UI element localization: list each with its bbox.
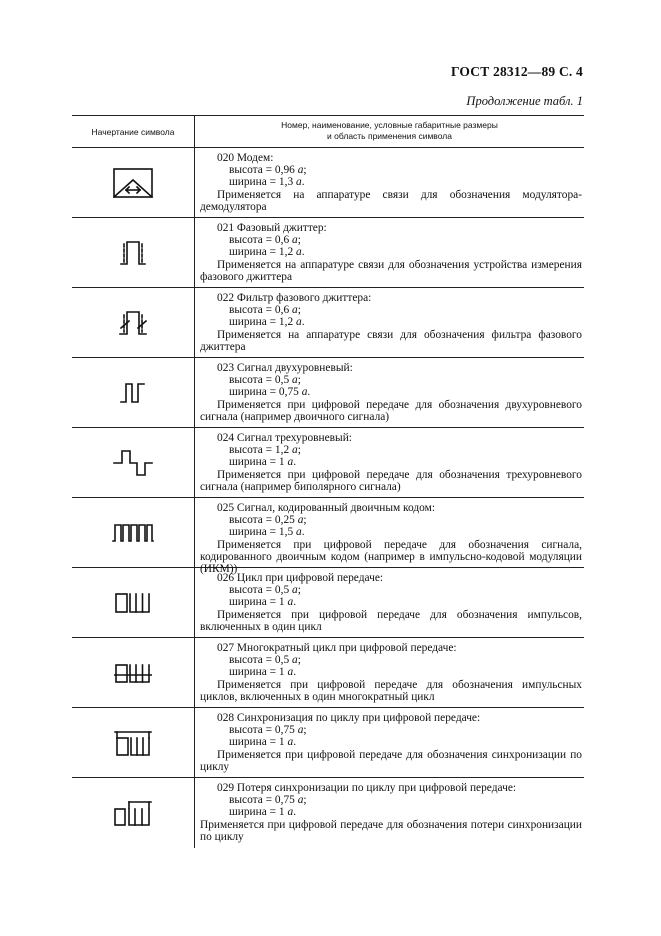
table-row [72,708,584,778]
three-level-signal-icon [112,449,154,477]
symbol-cell [72,358,195,427]
digital-frame-icon [115,592,151,614]
symbol-title: 024 Сигнал трехуровневый: [217,432,352,444]
symbol-usage: Применяется при цифровой передаче для обозначения двухуровневого сигнала (например двоичного сигнала) [200,398,582,423]
table-row [72,288,584,358]
column-header-description-line2: и область применения символа [327,131,452,141]
symbol-height: высота = 0,5 а; [229,654,301,667]
symbol-usage: Применяется на аппаратуре связи для обозначения фильтра фазового джиттера [200,328,582,353]
table-row [72,218,584,288]
symbol-width: ширина = 1,3 а. [229,176,305,189]
phase-jitter-filter-icon [118,309,148,337]
page-header: ГОСТ 28312—89 С. 4 [450,64,583,79]
symbol-width: ширина = 1,2 а. [229,316,305,329]
symbol-height: высота = 0,96 а; [229,164,307,177]
description-cell [195,778,584,848]
symbol-usage: Применяется при цифровой передаче для обозначения синхронизации по циклу [200,748,582,773]
symbol-width: ширина = 1,2 а. [229,246,305,259]
symbol-height: высота = 0,25 а; [229,514,307,527]
description-cell [195,218,584,287]
binary-coded-signal-icon [112,523,154,543]
symbol-title: 026 Цикл при цифровой передаче: [217,572,384,584]
table-row [72,148,584,218]
symbol-cell [72,218,195,287]
description-cell [195,428,584,497]
symbol-width: ширина = 1,5 а. [229,526,305,539]
description-cell [195,498,584,576]
symbol-height: высота = 0,6 а; [229,304,301,317]
symbol-title: 022 Фильтр фазового джиттера: [217,292,372,304]
column-header-description-line1: Номер, наименование, условные габаритные размеры [281,120,498,130]
symbol-usage: Применяется на аппаратуре связи для обозначения модулятора-демодулятора [200,188,582,213]
symbol-usage: Применяется при цифровой передаче для обозначения трехуровневого сигнала (например биполярного сигнала) [200,468,582,493]
symbol-title: 023 Сигнал двухуровневый: [217,362,353,374]
two-level-signal-icon [120,382,146,404]
symbol-title: 027 Многократный цикл при цифровой передаче: [217,642,457,654]
table-row [72,358,584,428]
symbol-usage: Применяется при цифровой передаче для обозначения импульсных циклов, включенных в один многократный цикл [200,678,582,703]
symbol-cell [72,288,195,357]
description-cell [195,708,584,777]
symbol-height: высота = 0,75 а; [229,724,307,737]
table-row [72,428,584,498]
table-header [72,115,584,148]
table-row [72,638,584,708]
frame-sync-loss-icon [114,799,152,827]
phase-jitter-icon [119,240,147,266]
column-header-symbol: Начертание символа [72,116,195,147]
symbol-width: ширина = 1 а. [229,666,297,679]
symbols-table [72,115,584,848]
table-row [72,498,584,576]
table-continuation: Продолжение табл. 1 [466,94,583,108]
frame-sync-icon [114,729,152,757]
column-header-description [195,116,584,147]
description-cell [195,568,584,637]
symbol-width: ширина = 1 а. [229,736,297,749]
symbol-cell [72,638,195,707]
symbol-cell [72,778,195,848]
symbol-width: ширина = 1 а. [229,596,297,609]
description-cell [195,288,584,357]
symbol-usage: Применяется при цифровой передаче для обозначения импульсов, включенных в один цикл [200,608,582,633]
multiframe-icon [114,661,152,685]
symbol-cell [72,498,195,567]
modem-icon [113,168,153,198]
description-cell [195,638,584,707]
symbol-usage: Применяется при цифровой передаче для обозначения сигнала, кодированного двоичным кодом (например в импульсно-кодовой модуляции (ИКМ)) [200,538,582,576]
description-cell [195,358,584,427]
symbol-usage: Применяется на аппаратуре связи для обозначения устройства измерения фазового джиттера [200,258,582,283]
symbol-height: высота = 0,5 а; [229,584,301,597]
symbol-cell [72,568,195,637]
symbol-cell [72,428,195,497]
table-row [72,778,584,848]
symbol-usage: Применяется при цифровой передаче для обозначения потери синхронизации по циклу [200,818,582,843]
symbol-height: высота = 1,2 а; [229,444,301,457]
description-cell [195,148,584,217]
symbol-title: 025 Сигнал, кодированный двоичным кодом: [217,502,435,514]
symbol-title: 029 Потеря синхронизации по циклу при цифровой передаче: [217,782,517,794]
symbol-title: 021 Фазовый джиттер: [217,222,327,234]
symbol-title: 028 Синхронизация по циклу при цифровой передаче: [217,712,481,724]
symbol-title: 020 Модем: [217,152,274,164]
symbol-height: высота = 0,6 а; [229,234,301,247]
symbol-width: ширина = 0,75 а. [229,386,311,399]
symbol-cell [72,708,195,777]
symbol-cell [72,148,195,217]
table-row [72,568,584,638]
symbol-width: ширина = 1 а. [229,806,297,819]
symbol-width: ширина = 1 а. [229,456,297,469]
symbol-height: высота = 0,75 а; [229,794,307,807]
symbol-height: высота = 0,5 а; [229,374,301,387]
